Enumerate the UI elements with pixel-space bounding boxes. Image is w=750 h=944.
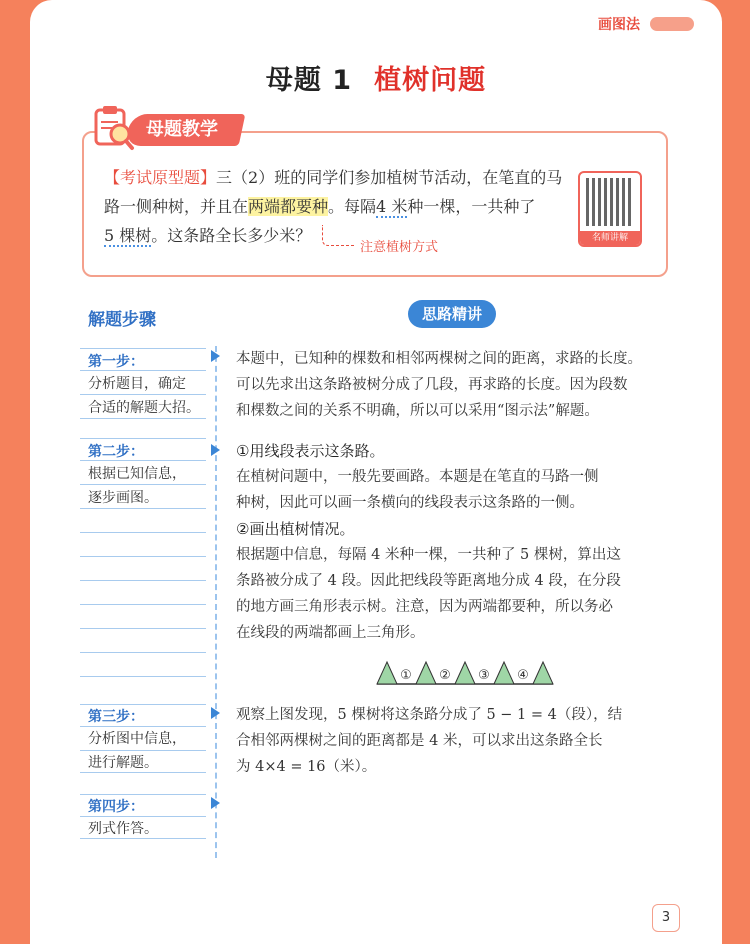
lesson-line2-post: 。每隔 (328, 197, 377, 216)
page-title (30, 58, 722, 97)
banner-label: 母题教学 (125, 114, 246, 146)
title-name: 植树问题 (374, 65, 487, 96)
rule-line (80, 794, 206, 795)
step3-arrow-icon (211, 707, 220, 719)
rule-line (80, 348, 206, 349)
explain-line: 可以先求出这条路被树分成了几段，再求路的长度。因为段数 (236, 377, 628, 393)
page (30, 0, 722, 944)
rule-line (80, 438, 206, 439)
step3-title: 第三步： (88, 709, 144, 725)
explain-subheading: ①用线段表示这条路。 (236, 442, 385, 460)
chapter-tab (598, 14, 694, 34)
step1-title: 第一步： (88, 354, 144, 370)
segment-label: ③ (478, 668, 490, 683)
explain-line: 种树，因此可以画一条横向的线段表示这条路的一侧。 (236, 495, 584, 511)
step2-desc-line: 根据已知信息， (88, 466, 186, 482)
segment-label: ① (400, 668, 412, 683)
lesson-banner (100, 114, 242, 146)
column-divider (215, 346, 217, 858)
tree-icon (494, 662, 514, 684)
explain-line: 和棵数之间的关系不明确，所以可以采用“图示法”解题。 (236, 403, 599, 419)
segment-label: ② (439, 668, 451, 683)
explain-line: 在线段的两端都画上三角形。 (236, 625, 425, 641)
explain-line: 条路被分成了 4 段。因此把线段等距离地分成 4 段，在分段 (236, 573, 621, 589)
page-number: 3 (652, 904, 680, 932)
steps-header: 解题步骤 (88, 310, 156, 330)
step1-desc-line: 分析题目，确定 (88, 376, 186, 392)
step2-title: 第二步： (88, 444, 144, 460)
explain-line: 合相邻两棵树之间的距离都是 4 米，可以求出这条路全长 (236, 733, 603, 749)
explain-line: 为 4×4 = 16（米）。 (236, 759, 377, 775)
segment-label: ④ (517, 668, 529, 683)
lesson-line3-end: 。这条路全长多少米？ (151, 226, 312, 245)
rule-line (80, 628, 206, 629)
step4-desc-line: 列式作答。 (88, 821, 158, 837)
step3-desc (88, 727, 206, 775)
lesson-line1: 三（2）班的同学们参加植树节活动，在笔直的马 (216, 168, 563, 187)
lesson-count: 5 棵树 (104, 226, 152, 245)
step1-arrow-icon (211, 350, 220, 362)
tree-icon (455, 662, 475, 684)
rule-line (80, 604, 206, 605)
explain-subheading: ②画出植树情况。 (236, 520, 355, 538)
step3-desc-line: 进行解题。 (88, 755, 158, 771)
step2-arrow-icon (211, 444, 220, 456)
step3-desc-line: 分析图中信息， (88, 731, 186, 747)
explain-paragraph-1 (236, 346, 676, 424)
lesson-note: 注意植树方式 (360, 240, 439, 255)
lesson-interval: 4 米 (376, 197, 408, 216)
chapter-tab-bar (650, 17, 694, 31)
qr-code-card[interactable] (578, 171, 642, 247)
explain-line: 在植树问题中，一般先要画路。本题是在笔直的马路一侧 (236, 469, 599, 485)
tree-icon (377, 662, 397, 684)
step2-desc (88, 462, 206, 510)
qr-label: 名师讲解 (580, 231, 640, 245)
step2-desc-line: 逐步画图。 (88, 490, 158, 506)
rule-line (80, 532, 206, 533)
lesson-box (82, 131, 668, 277)
lesson-line2-pre: 路一侧种树，并且在 (104, 197, 249, 216)
step1-desc (88, 372, 206, 420)
rule-line (80, 652, 206, 653)
lesson-highlight: 两端都要种 (248, 197, 329, 216)
think-header: 思路精讲 (408, 300, 496, 328)
explain-paragraph-4 (236, 702, 676, 780)
tree-diagram (375, 660, 555, 686)
note-connector (322, 225, 355, 246)
explain-line: 本题中，已知种的棵数和相邻两棵树之间的距离，求路的长度。 (236, 351, 642, 367)
title-number: 母题 1 (265, 65, 353, 96)
explain-line: 根据题中信息，每隔 4 米种一棵，一共种了 5 棵树，算出这 (236, 547, 621, 563)
tree-icon (533, 662, 553, 684)
rule-line (80, 704, 206, 705)
clipboard-magnifier-icon (90, 104, 136, 152)
explain-line: 观察上图发现，5 棵树将这条路分成了 5 − 1 = 4（段），结 (236, 707, 623, 723)
lesson-line2-end: 种一棵，一共种了 (407, 197, 536, 216)
tree-icon (416, 662, 436, 684)
rule-line (80, 556, 206, 557)
qr-code-icon (586, 178, 634, 226)
step4-desc (88, 817, 206, 841)
rule-line (80, 580, 206, 581)
step1-desc-line: 合适的解题大招。 (88, 400, 200, 416)
rule-line (80, 676, 206, 677)
lesson-tag: 【考试原型题】 (104, 168, 217, 187)
step4-title: 第四步： (88, 799, 144, 815)
explain-line: 的地方画三角形表示树。注意，因为两端都要种，所以务必 (236, 599, 613, 615)
explain-paragraph-2 (236, 438, 676, 646)
step4-arrow-icon (211, 797, 220, 809)
chapter-tab-label: 画图法 (598, 17, 640, 33)
